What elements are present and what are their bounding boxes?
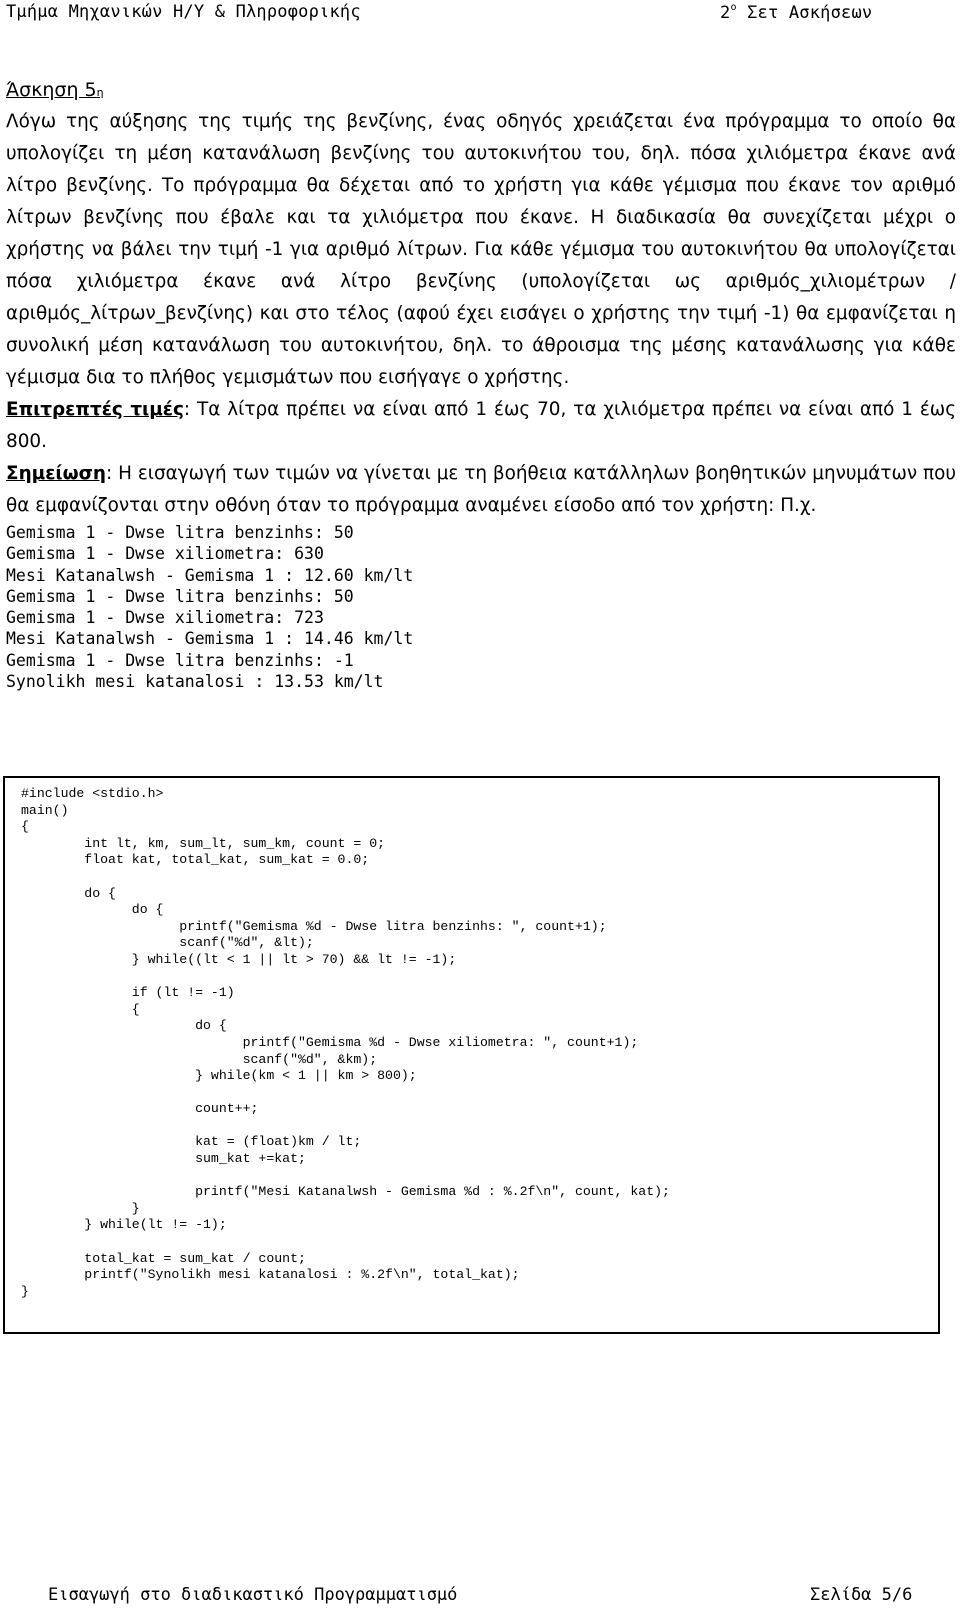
output-line: Gemisma 1 - Dwse xiliometra: 630 <box>6 544 324 564</box>
set-number: 2 <box>720 3 731 23</box>
output-line: Synolikh mesi katanalosi : 13.53 km/lt <box>6 672 384 692</box>
sample-output <box>6 522 956 692</box>
set-title <box>720 2 872 23</box>
set-label: Σετ Ασκήσεων <box>747 3 873 23</box>
code-listing-box <box>3 776 940 1334</box>
exercise-content <box>6 74 956 692</box>
output-line: Gemisma 1 - Dwse litra benzinhs: 50 <box>6 586 354 606</box>
output-line: Mesi Katanalwsh - Gemisma 1 : 12.60 km/lt <box>6 565 414 585</box>
output-line: Gemisma 1 - Dwse litra benzinhs: -1 <box>6 650 354 670</box>
output-line: Gemisma 1 - Dwse litra benzinhs: 50 <box>6 523 354 542</box>
allowed-values-label: Επιτρεπτές τιμές <box>6 399 184 420</box>
page-footer <box>48 1585 918 1609</box>
exercise-title-suffix: η <box>96 86 104 99</box>
allowed-values-text: : Τα λίτρα πρέπει να είναι από 1 έως 70, τα χιλιόμετρα πρέπει να είναι από 1 έως 800. <box>6 399 957 452</box>
page-number: Σελίδα 5/6 <box>810 1585 913 1605</box>
note-label: Σημείωση <box>6 463 106 484</box>
page-header <box>6 2 876 28</box>
background-watermark <box>0 742 640 772</box>
output-line: Gemisma 1 - Dwse xiliometra: 723 <box>6 608 324 628</box>
course-title: Εισαγωγή στο διαδικαστικό Προγραμματισμό <box>48 1585 458 1605</box>
allowed-values <box>6 394 956 458</box>
code-listing: #include <stdio.h> main() { int lt, km, sum_lt, sum_km, count = 0; float kat, total_kat, sum_kat = 0.0; do { do { printf("Gemisma %d - Dwse litra benzinhs: ", count+1); scanf("%d", &lt); } while((lt < 1 || lt > 70) && lt != -1); if (lt != -1) { do { printf("Gemisma %d - Dwse xiliometra: ", count+1); scanf("%d", &km); } while(km < 1 || km > 800); count++; kat = (float)km / lt; sum_kat +=kat; printf("Mesi Katanalwsh - Gemisma %d : %.2f\n", count, kat); } } while(lt != -1); total_kat = sum_kat / count; printf("Synolikh mesi katanalosi : %.2f\n", total_kat); } <box>21 786 670 1299</box>
output-line: Mesi Katanalwsh - Gemisma 1 : 14.46 km/lt <box>6 629 414 649</box>
exercise-title: Άσκηση 5η <box>6 79 104 101</box>
set-number-suffix: ο <box>730 2 737 13</box>
department-name: Τμήμα Μηχανικών Η/Υ & Πληροφορικής <box>6 2 361 22</box>
note <box>6 458 956 522</box>
exercise-description: Λόγω της αύξησης της τιμής της βενζίνης, ένας οδηγός χρειάζεται ένα πρόγραμμα το οποίο θα υπολογίζει τη μέση κατανάλωση βενζίνης του αυτοκινήτου του, δηλ. πόσα χιλιόμετρα έκανε ανά λίτρο βενζίνης. Το πρόγραμμα θα δέχεται από το χρήστη για κάθε γέμισμα που έκανε τον αριθμό λίτρων βενζίνης που έβαλε και τα χιλιόμετρα που έκανε. Η διαδικασία θα συνεχίζεται μέχρι ο χρήστης να βάλει την τιμή -1 για αριθμό λίτρων. Για κάθε γέμισμα του αυτοκινήτου θα υπολογίζεται πόσα χιλιόμετρα έκανε ανά λίτρο βενζίνης (υπολογίζεται ως αριθμός_χιλιομέτρων / αριθμός_λίτρων_βενζίνης) και στο τέλος (αφού έχει εισάγει ο χρήστης την τιμή -1) θα εμφανίζεται η συνολική μέση κατανάλωση του αυτοκινήτου, δηλ. το άθροισμα της μέσης κατανάλωσης για κάθε γέμισμα δια το πλήθος γεμισμάτων που εισήγαγε ο χρήστης. <box>6 111 956 388</box>
note-text: : Η εισαγωγή των τιμών να γίνεται με τη βοήθεια κατάλληλων βοηθητικών μηνυμάτων που θα εμφανίζονται στην οθόνη όταν το πρόγραμμα αναμένει είσοδο από τον χρήστη: Π.χ. <box>6 463 956 516</box>
